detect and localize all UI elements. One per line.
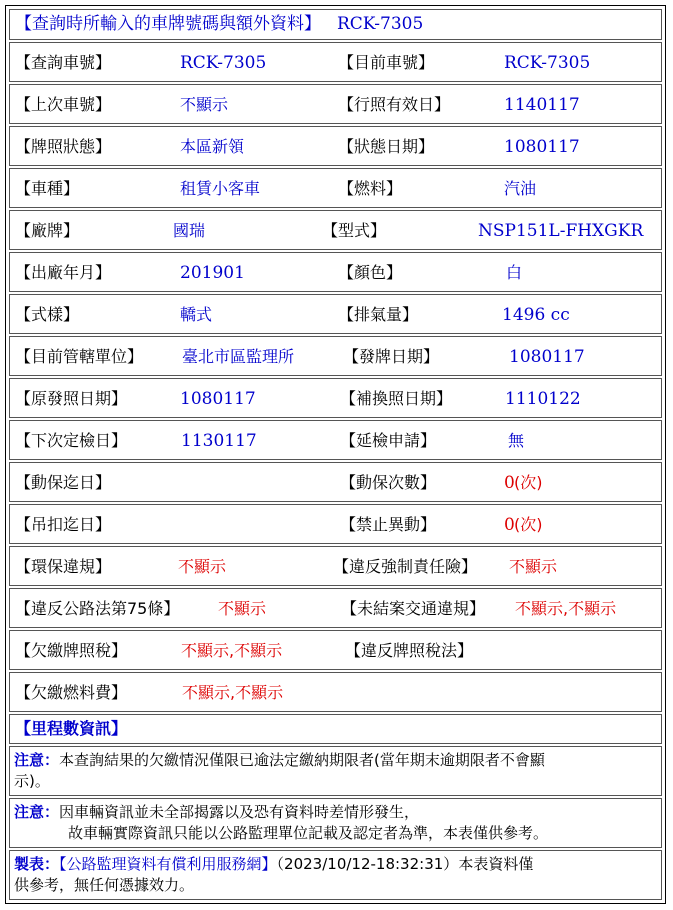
footer-paren: （ bbox=[276, 855, 285, 873]
info-row bbox=[9, 252, 662, 292]
field-label: 【狀態日期】 bbox=[338, 137, 435, 156]
field-label: 【發牌日期】 bbox=[343, 347, 440, 366]
footer-text bbox=[14, 854, 533, 875]
info-row bbox=[9, 462, 662, 502]
field-label: 【禁止異動】 bbox=[340, 515, 437, 534]
footer-label: 製表： bbox=[14, 855, 60, 873]
field-value: 轎式 bbox=[180, 305, 213, 324]
field-label: 【原發照日期】 bbox=[15, 389, 128, 408]
note-line: 因車輛資訊並未全部揭露以及恐有資料時差情形發生， bbox=[59, 803, 420, 821]
note-label: 注意： bbox=[14, 751, 60, 769]
field-value-unit: (次) bbox=[514, 473, 543, 492]
note-line: 示)。 bbox=[14, 772, 50, 790]
info-row bbox=[9, 42, 662, 82]
info-row bbox=[9, 420, 662, 460]
info-row bbox=[9, 546, 662, 586]
field-value: 1080117 bbox=[504, 137, 580, 157]
field-value: RCK-7305 bbox=[180, 53, 267, 73]
field-label: 【違反公路法第75條】 bbox=[15, 599, 180, 618]
field-label: 【欠繳牌照稅】 bbox=[15, 641, 128, 660]
field-value: 1080117 bbox=[180, 389, 256, 409]
field-label: 【下次定檢日】 bbox=[15, 431, 128, 450]
info-row bbox=[9, 210, 662, 250]
field-value: 白 bbox=[506, 263, 523, 282]
field-label: 【目前車號】 bbox=[338, 53, 435, 72]
info-row bbox=[9, 630, 662, 670]
note-line: 本查詢結果的欠繳情況僅限已逾法定繳納期限者(當年期末逾期限者不會顯 bbox=[59, 751, 545, 769]
field-value: 1110122 bbox=[505, 389, 581, 409]
field-label: 【補換照日期】 bbox=[340, 389, 453, 408]
field-value: 不顯示,不顯示 bbox=[182, 683, 284, 702]
footer-timestamp: 2023/10/12-18:32:31 bbox=[284, 855, 444, 873]
note-text bbox=[14, 750, 545, 771]
note-row bbox=[9, 798, 662, 848]
field-label: 【動保次數】 bbox=[340, 473, 437, 492]
mileage-row bbox=[9, 714, 662, 744]
field-value: 1140117 bbox=[504, 95, 580, 115]
footer-source: 【公路監理資料有償利用服務網】 bbox=[59, 855, 277, 873]
footer-line: 供參考，無任何憑據效力。 bbox=[14, 876, 195, 894]
field-label: 【違反強制責任險】 bbox=[333, 557, 478, 576]
field-value-count: 0 bbox=[504, 473, 515, 493]
field-label: 【式樣】 bbox=[15, 305, 80, 324]
field-value: 無 bbox=[508, 431, 525, 450]
field-value: 不顯示 bbox=[178, 557, 227, 576]
field-value: 不顯示,不顯示 bbox=[515, 599, 617, 618]
info-row bbox=[9, 168, 662, 208]
field-label: 【違反牌照稅法】 bbox=[345, 641, 474, 660]
field-value: 不顯示,不顯示 bbox=[181, 641, 283, 660]
field-value: 201901 bbox=[180, 263, 245, 283]
footer-paren: ） bbox=[443, 855, 459, 873]
field-value: 1080117 bbox=[509, 347, 585, 367]
field-value: RCK-7305 bbox=[504, 53, 591, 73]
field-label: 【未結案交通違規】 bbox=[341, 599, 486, 618]
field-label: 【環保違規】 bbox=[15, 557, 112, 576]
field-label: 【動保迄日】 bbox=[15, 473, 112, 492]
field-value-count: 0 bbox=[504, 515, 515, 535]
field-value: NSP151L-FHXGKR bbox=[478, 221, 644, 241]
note-line: 故車輛實際資訊只能以公路監理單位記載及認定者為準，本表僅供參考。 bbox=[68, 824, 549, 842]
field-value: 臺北市區監理所 bbox=[182, 347, 295, 366]
vehicle-info-sheet bbox=[5, 5, 666, 904]
field-value: 1130117 bbox=[181, 431, 257, 451]
field-value: 租賃小客車 bbox=[180, 179, 261, 198]
field-label: 【吊扣迄日】 bbox=[15, 515, 112, 534]
field-label: 【型式】 bbox=[322, 221, 387, 240]
header-plate: RCK-7305 bbox=[337, 14, 424, 34]
field-label: 【廠牌】 bbox=[15, 221, 80, 240]
field-label: 【目前管轄單位】 bbox=[15, 347, 144, 366]
header-title: 【查詢時所輸入的車牌號碼與額外資料】 bbox=[15, 14, 321, 34]
info-row bbox=[9, 126, 662, 166]
field-label: 【車種】 bbox=[15, 179, 80, 198]
field-label: 【延檢申請】 bbox=[340, 431, 437, 450]
info-row bbox=[9, 504, 662, 544]
field-value: 國瑞 bbox=[173, 221, 206, 240]
info-row bbox=[9, 672, 662, 712]
field-value: 1496 cc bbox=[502, 305, 570, 325]
info-row bbox=[9, 294, 662, 334]
field-value: 汽油 bbox=[504, 179, 537, 198]
note-row bbox=[9, 746, 662, 796]
footer-line: 本表資料僅 bbox=[458, 855, 534, 873]
header-row bbox=[9, 9, 662, 40]
note-text bbox=[14, 802, 419, 823]
footer-row bbox=[9, 850, 662, 900]
info-row bbox=[9, 84, 662, 124]
field-label: 【燃料】 bbox=[338, 179, 403, 198]
field-label: 【出廠年月】 bbox=[15, 263, 112, 282]
info-row bbox=[9, 588, 662, 628]
field-value: 本區新領 bbox=[180, 137, 245, 156]
info-row bbox=[9, 378, 662, 418]
info-row bbox=[9, 336, 662, 376]
field-label: 【查詢車號】 bbox=[15, 53, 112, 72]
field-label: 【行照有效日】 bbox=[338, 95, 451, 114]
field-label: 【牌照狀態】 bbox=[15, 137, 112, 156]
field-value-unit: (次) bbox=[514, 515, 543, 534]
field-label: 【顏色】 bbox=[338, 263, 403, 282]
field-value: 不顯示 bbox=[509, 557, 558, 576]
mileage-title: 【里程數資訊】 bbox=[15, 719, 128, 738]
field-label: 【上次車號】 bbox=[15, 95, 112, 114]
field-value: 不顯示 bbox=[180, 95, 229, 114]
field-label: 【欠繳燃料費】 bbox=[15, 683, 128, 702]
field-label: 【排氣量】 bbox=[338, 305, 419, 324]
field-value: 不顯示 bbox=[218, 599, 267, 618]
note-label: 注意： bbox=[14, 803, 60, 821]
